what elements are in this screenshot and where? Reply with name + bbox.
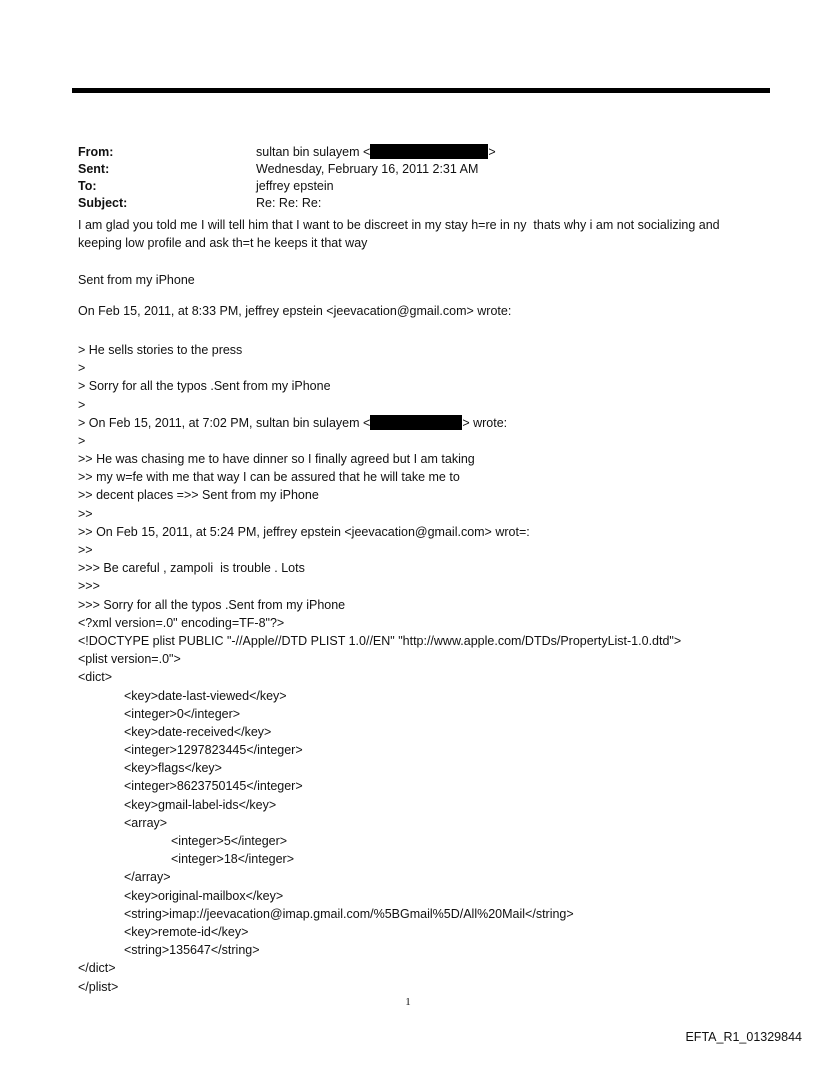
xml-line: <key>original-mailbox</key> bbox=[124, 888, 284, 903]
sent-value: Wednesday, February 16, 2011 2:31 AM bbox=[256, 162, 479, 176]
to-label: To: bbox=[78, 179, 97, 193]
xml-line: <integer>18</integer> bbox=[171, 852, 295, 867]
xml-line: <key>remote-id</key> bbox=[124, 924, 249, 939]
xml-line: <key>gmail-label-ids</key> bbox=[124, 797, 277, 812]
xml-line: <string>imap://jeevacation@imap.gmail.com/%5BGmail%5D/All%20Mail</string> bbox=[124, 906, 574, 921]
redaction bbox=[370, 415, 462, 430]
quote-line: >>> Sorry for all the typos .Sent from my iPhone bbox=[78, 597, 346, 612]
quote-wrote: > wrote: bbox=[462, 415, 508, 430]
email-body bbox=[78, 216, 768, 996]
xml-line: <dict> bbox=[78, 670, 113, 685]
quote-line: > bbox=[78, 433, 86, 448]
quote-line: >> my w=fe with me that way I can be assured that he will take me to bbox=[78, 470, 460, 485]
subject-value: Re: Re: Re: bbox=[256, 196, 322, 210]
to-value: jeffrey epstein bbox=[256, 179, 334, 193]
xml-line: <?xml version=.0" encoding=TF-8"?> bbox=[78, 615, 285, 630]
quote-line bbox=[78, 414, 768, 432]
quote-header: On Feb 15, 2011, at 8:33 PM, jeffrey epstein <jeevacation@gmail.com> wrote: bbox=[78, 303, 512, 318]
sent-label: Sent: bbox=[78, 162, 110, 176]
xml-line: <key>flags</key> bbox=[124, 761, 222, 776]
quote-line: > He sells stories to the press bbox=[78, 342, 243, 357]
quote-line: > bbox=[78, 397, 86, 412]
xml-line: </array> bbox=[124, 870, 171, 885]
redaction bbox=[370, 144, 488, 159]
quote-line: >> On Feb 15, 2011, at 5:24 PM, jeffrey epstein <jeevacation@gmail.com> wrot=: bbox=[78, 524, 530, 539]
signature-line: Sent from my iPhone bbox=[78, 272, 195, 287]
from-close: > bbox=[488, 145, 496, 159]
xml-line: <string>135647</string> bbox=[124, 943, 260, 958]
header-rule bbox=[72, 88, 770, 93]
xml-line: <integer>1297823445</integer> bbox=[124, 743, 303, 758]
xml-line: <plist version=.0"> bbox=[78, 652, 181, 667]
body-line: I am glad you told me I will tell him that I want to be discreet in my stay h=re in ny thats why i am not socializing and bbox=[78, 218, 720, 232]
quote-line: > bbox=[78, 361, 86, 376]
xml-line: <key>date-last-viewed</key> bbox=[124, 688, 287, 703]
xml-line: <array> bbox=[124, 815, 168, 830]
subject-label: Subject: bbox=[78, 196, 128, 210]
xml-line: <integer>8623750145</integer> bbox=[124, 779, 303, 794]
xml-line: </plist> bbox=[78, 979, 119, 994]
xml-line: </dict> bbox=[78, 961, 116, 976]
xml-line: <key>date-received</key> bbox=[124, 724, 272, 739]
quote-line: >>> Be careful , zampoli is trouble . Lots bbox=[78, 561, 305, 576]
quote-line: >> bbox=[78, 543, 93, 557]
from-label: From: bbox=[78, 145, 114, 159]
page-number: 1 bbox=[405, 996, 411, 1008]
quote-line: >>> bbox=[78, 579, 100, 594]
bates-number: EFTA_R1_01329844 bbox=[685, 1030, 802, 1044]
from-name: sultan bin sulayem < bbox=[256, 145, 371, 159]
quote-line: > Sorry for all the typos .Sent from my iPhone bbox=[78, 379, 331, 394]
quote-line: >> decent places =>> Sent from my iPhone bbox=[78, 488, 319, 503]
quote-line: >> bbox=[78, 506, 93, 521]
xml-line: <!DOCTYPE plist PUBLIC "-//Apple//DTD PLIST 1.0//EN" "http://www.apple.com/DTDs/PropertyList-1.0.dtd"> bbox=[78, 633, 682, 648]
xml-line: <integer>5</integer> bbox=[171, 834, 288, 848]
quote-header: > On Feb 15, 2011, at 7:02 PM, sultan bin sulayem < bbox=[78, 415, 371, 430]
xml-line: <integer>0</integer> bbox=[124, 706, 241, 721]
quote-line: >> He was chasing me to have dinner so I finally agreed but I am taking bbox=[78, 452, 475, 467]
body-line: keeping low profile and ask th=t he keeps it that way bbox=[78, 236, 368, 251]
